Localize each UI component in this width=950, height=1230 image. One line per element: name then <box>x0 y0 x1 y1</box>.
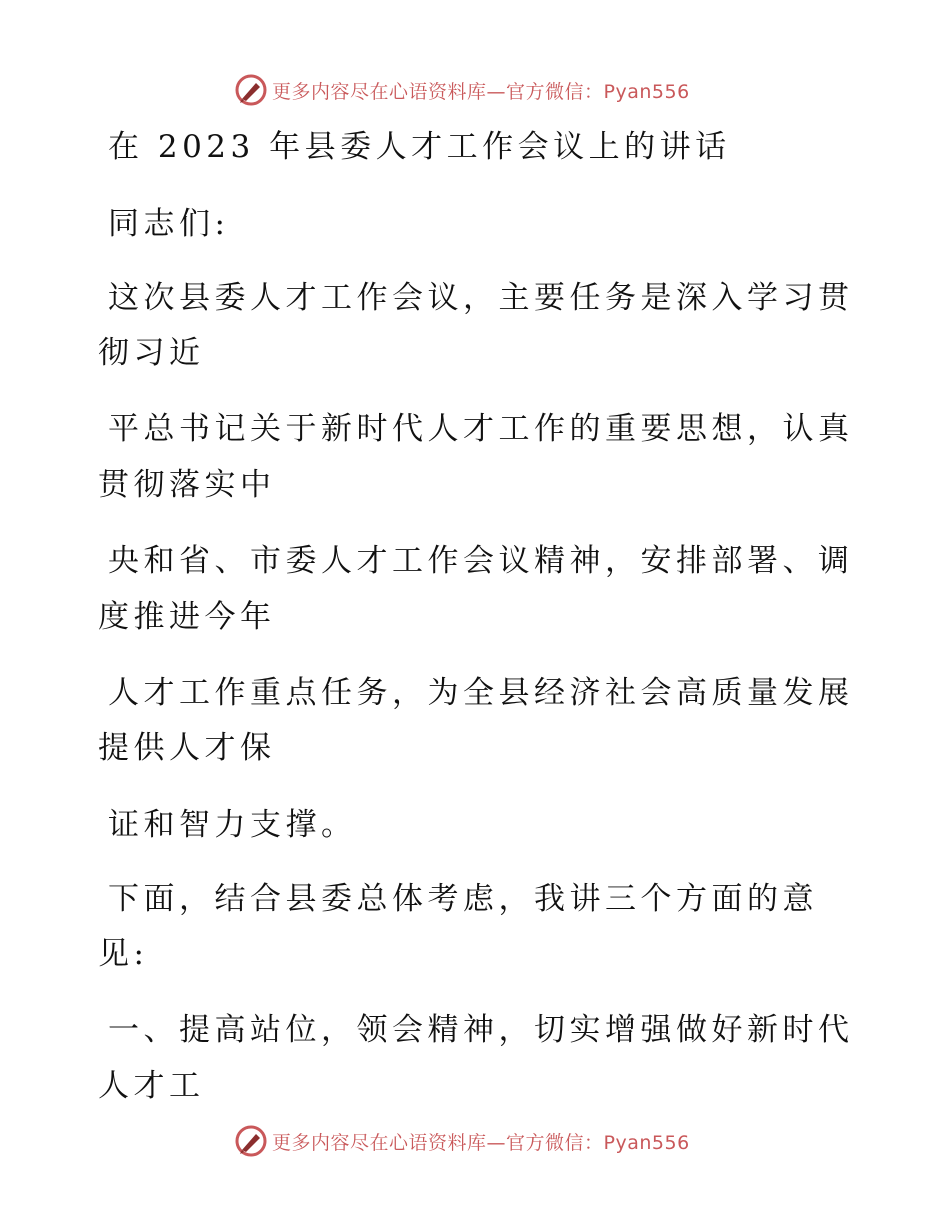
paragraph-line: 人才工 <box>98 1068 205 1104</box>
paragraph-line: 一、提高站位，领会精神，切实增强做好新时代 <box>108 1012 854 1048</box>
document-title: 在 2023 年县委人才工作会议上的讲话 <box>108 129 731 165</box>
paragraph-line: 度推进今年 <box>98 599 276 635</box>
watermark-footer <box>234 1123 690 1159</box>
paragraph-line: 这次县委人才工作会议，主要任务是深入学习贯 <box>108 280 854 316</box>
watermark-text: 更多内容尽在心语资料库—官方微信：Pyan556 <box>272 1131 690 1154</box>
watermark-text: 更多内容尽在心语资料库—官方微信：Pyan556 <box>272 80 690 103</box>
paragraph-line: 人才工作重点任务，为全县经济社会高质量发展 <box>108 675 854 711</box>
paragraph-line: 提供人才保 <box>98 730 276 766</box>
pen-circle-logo-icon <box>234 1124 268 1158</box>
paragraph-line: 同志们: <box>108 206 230 242</box>
paragraph-line: 平总书记关于新时代人才工作的重要思想，认真 <box>108 411 854 447</box>
paragraph-line: 下面，结合县委总体考虑，我讲三个方面的意 <box>108 881 818 917</box>
paragraph-line: 央和省、市委人才工作会议精神，安排部署、调 <box>108 543 854 579</box>
paragraph-line: 见: <box>98 936 149 972</box>
paragraph-line: 证和智力支撑。 <box>108 807 357 843</box>
paragraph-line: 贯彻落实中 <box>98 467 276 503</box>
paragraph-line: 彻习近 <box>98 335 205 371</box>
